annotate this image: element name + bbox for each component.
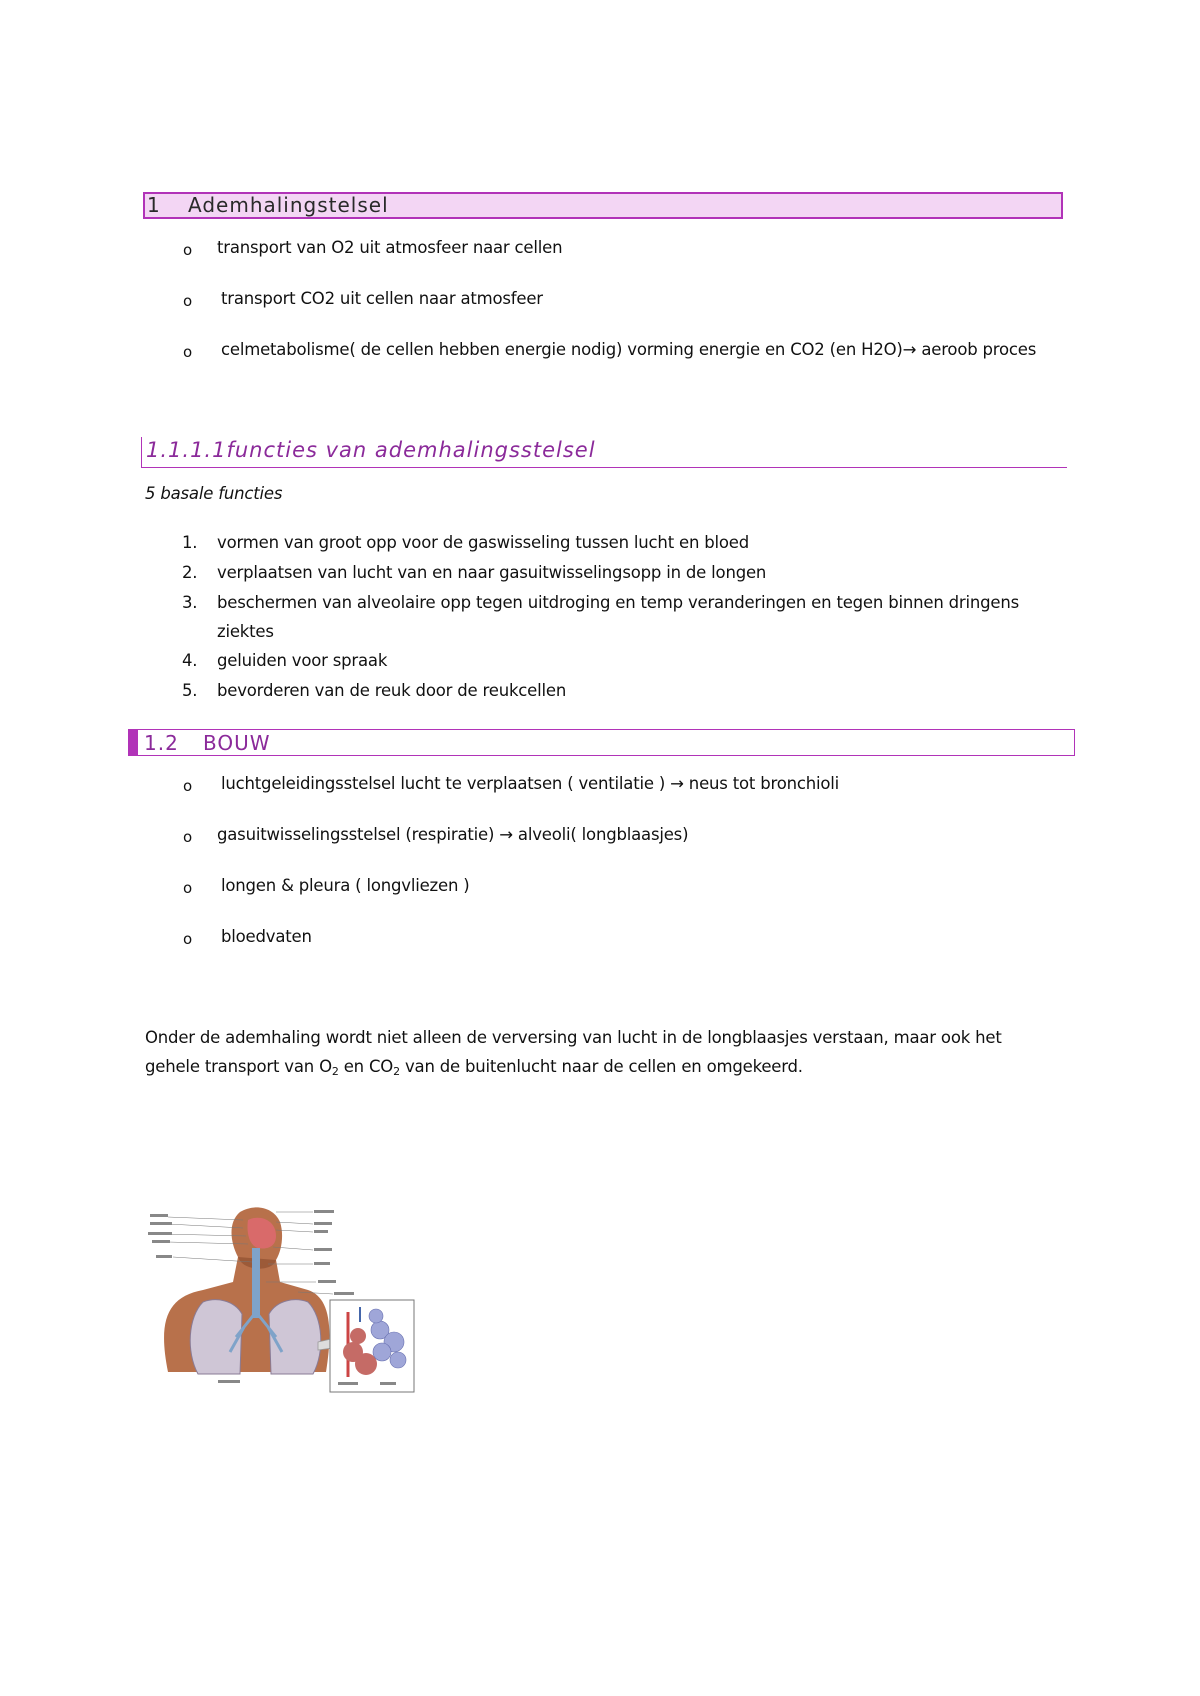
list-item: geluiden voor spraak — [217, 651, 388, 670]
list-item: transport CO2 uit cellen naar atmosfeer — [221, 289, 543, 308]
list-number: 2. — [182, 563, 198, 582]
bullet-marker: o — [183, 879, 193, 897]
list-item: celmetabolisme( de cellen hebben energie nodig) vorming energie en CO2 (en H2O)→ aeroob proces — [221, 340, 1037, 359]
paragraph-line: Onder de ademhaling wordt niet alleen de verversing van lucht in de longblaasjes verstaan, maar ook het — [145, 1028, 1002, 1047]
paragraph-line: gehele transport van $O_2$ en $CO_2$ van de buitenlucht naar de cellen en omgekeerd. — [145, 1057, 803, 1078]
list-number: 5. — [182, 681, 198, 700]
bullet-marker: o — [183, 241, 193, 259]
heading-number: 1.2 — [144, 731, 179, 755]
bullet-marker: o — [183, 292, 193, 310]
bullet-marker: o — [183, 777, 193, 795]
list-item: transport van O2 uit atmosfeer naar cellen — [217, 238, 563, 257]
list-item: vormen van groot opp voor de gaswisseling tussen lucht en bloed — [217, 533, 750, 552]
list-item: bevorderen van de reuk door de reukcellen — [217, 681, 567, 700]
bullet-marker: o — [183, 343, 193, 361]
list-number: 1. — [182, 533, 198, 552]
list-number: 4. — [182, 651, 198, 670]
heading-accent-bar — [129, 730, 138, 755]
heading-title: 1.1.1.1functies van ademhalingsstelsel — [146, 438, 596, 462]
list-number: 3. — [182, 593, 198, 612]
heading-functies — [141, 437, 1067, 468]
heading-number: 1 — [147, 193, 161, 217]
list-item-continuation: ziektes — [217, 622, 274, 641]
list-item: bloedvaten — [221, 927, 312, 946]
heading-title: Ademhalingstelsel — [188, 193, 389, 217]
intro-text: 5 basale functies — [145, 484, 283, 503]
list-item: gasuitwisselingsstelsel (respiratie) → alveoli( longblaasjes) — [217, 825, 689, 844]
list-item: verplaatsen van lucht van en naar gasuitwisselingsopp in de longen — [217, 563, 767, 582]
heading-title: BOUW — [203, 731, 271, 755]
list-item: longen & pleura ( longvliezen ) — [221, 876, 470, 895]
heading-ademhalingstelsel — [143, 192, 1063, 219]
list-item: luchtgeleidingsstelsel lucht te verplaatsen ( ventilatie ) → neus tot bronchioli — [221, 774, 840, 793]
heading-bouw — [128, 729, 1075, 756]
bullet-marker: o — [183, 930, 193, 948]
list-item: beschermen van alveolaire opp tegen uitdroging en temp veranderingen en tegen binnen dringens — [217, 593, 1019, 612]
respiratory-system-illustration — [148, 1202, 416, 1394]
bullet-marker: o — [183, 828, 193, 846]
